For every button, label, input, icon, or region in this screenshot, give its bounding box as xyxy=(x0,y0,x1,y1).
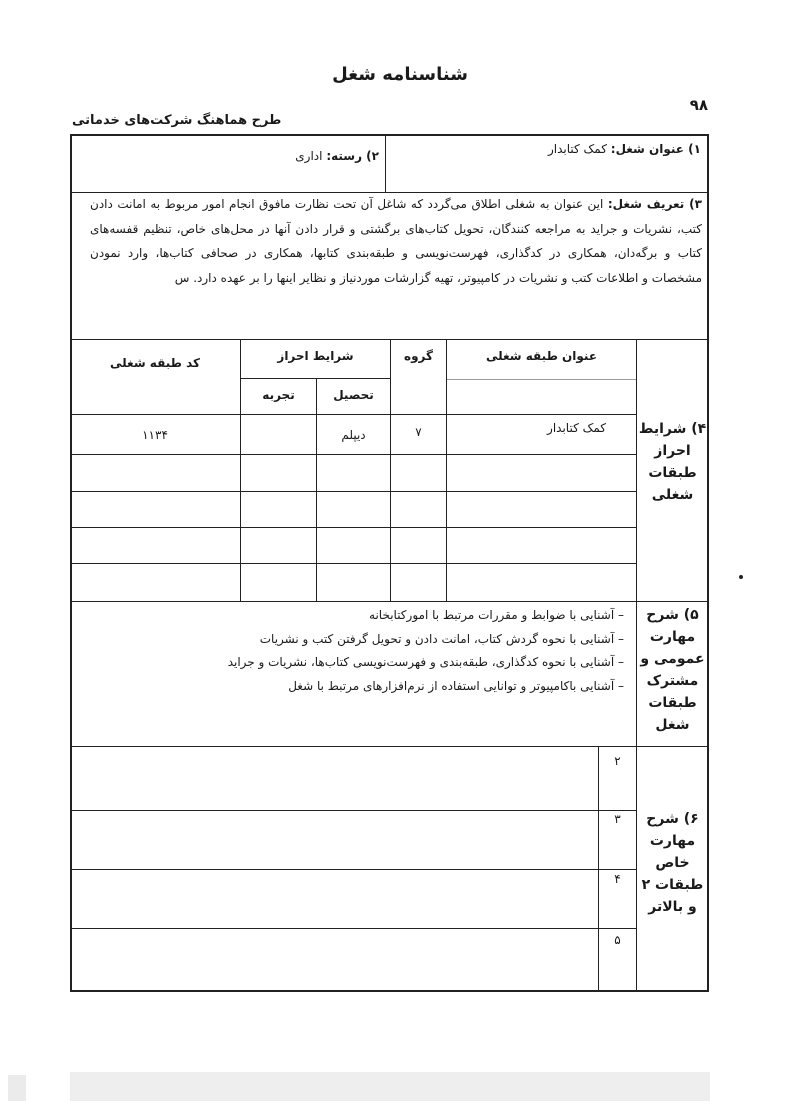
page-number: ۹۸ xyxy=(689,96,708,114)
qualifications-section-label: ۴) شرایط احراز طبقات شغلی xyxy=(638,421,707,503)
divider xyxy=(385,135,386,192)
list-item: – آشنایی با نحوه گردش کتاب، امانت دادن و تحویل گرفتن کتب و نشریات xyxy=(174,628,624,652)
list-item: – آشنایی باکامپیوتر و توانایی استفاده از نرم‌افزارهای مرتبط با شغل xyxy=(174,675,624,699)
divider xyxy=(70,746,709,747)
divider xyxy=(70,601,709,602)
divider xyxy=(70,491,636,492)
header-education: تحصیل xyxy=(333,388,374,402)
specific-skills-section-label: ۶) شرح مهارت خاص طبقات ۲ و بالاتر xyxy=(641,811,704,915)
general-skills-section-label: ۵) شرح مهارت عمومی و مشترک طبقات شغل xyxy=(640,607,705,733)
row-education: دیپلم xyxy=(341,428,366,442)
ink-dot xyxy=(739,575,743,579)
header-experience: تجربه xyxy=(262,388,295,402)
divider xyxy=(447,379,636,380)
divider xyxy=(390,339,391,601)
divider xyxy=(70,414,636,415)
row-class-code: ۱۱۳۴ xyxy=(142,428,168,442)
job-definition xyxy=(90,192,702,290)
header-group: گروه xyxy=(404,349,433,363)
job-category-label: ۲) رسته: xyxy=(326,149,379,163)
divider xyxy=(70,454,636,455)
header-conditions: شرایط احراز xyxy=(277,349,354,363)
row-group: ۷ xyxy=(415,425,422,439)
divider xyxy=(70,810,636,811)
scan-smudge xyxy=(8,1075,26,1101)
job-definition-text: این عنوان به شغلی اطلاق می‌گردد که شاغل آن تحت نظارت مافوق انجام امور مربوط به امانت دادن کتب، نشریات و جراید به مراجعه کنندگان، تحویل کتاب‌های برگشتی و قرار دادن آنها در محل‌های خاص، تنظیم قفسه‌های کتاب و برگه‌دان، همکاری در کدگذاری، فهرست‌نویسی و طبقه‌بندی کتابها، همکاری در صحافی کتاب‌ها، وارد نمودن مشخصات و اطلاعات کتب و نشریات در کامپیوتر، تهیه گزارشات موردنیاز و نظایر اینها را بر عهده دارد. س xyxy=(90,197,702,285)
list-item: – آشنایی با نحوه کدگذاری، طبقه‌بندی و فهرست‌نویسی کتاب‌ها، نشریات و جراید xyxy=(174,651,624,675)
divider xyxy=(316,378,317,601)
divider xyxy=(70,928,636,929)
job-title-field xyxy=(548,142,701,156)
header-class-code: کد طبقه شغلی xyxy=(110,356,200,370)
job-definition-label: ۳) تعریف شغل: xyxy=(607,197,702,211)
level-number: ۴ xyxy=(614,872,621,886)
divider xyxy=(70,527,636,528)
divider xyxy=(240,378,390,379)
header-class-title: عنوان طبقه شغلی xyxy=(485,349,598,363)
level-number: ۳ xyxy=(614,812,621,826)
job-title-value: کمک کتابدار xyxy=(547,142,607,156)
level-number: ۵ xyxy=(614,933,621,947)
general-skills-list xyxy=(174,604,624,698)
page-title: شناسنامه شغل xyxy=(332,64,468,85)
divider xyxy=(70,869,636,870)
job-category-field xyxy=(295,149,379,163)
job-title-label: ۱) عنوان شغل: xyxy=(610,142,701,156)
job-category-value: اداری xyxy=(295,149,323,163)
divider xyxy=(70,563,636,564)
list-item: – آشنایی با ضوابط و مقررات مرتبط با امورکتابخانه xyxy=(174,604,624,628)
level-number: ۲ xyxy=(614,754,621,768)
plan-name: طرح هماهنگ شرکت‌های خدماتی xyxy=(72,113,282,128)
row-class-title: کمک کتابدار xyxy=(547,421,606,435)
scan-smudge xyxy=(70,1072,710,1101)
